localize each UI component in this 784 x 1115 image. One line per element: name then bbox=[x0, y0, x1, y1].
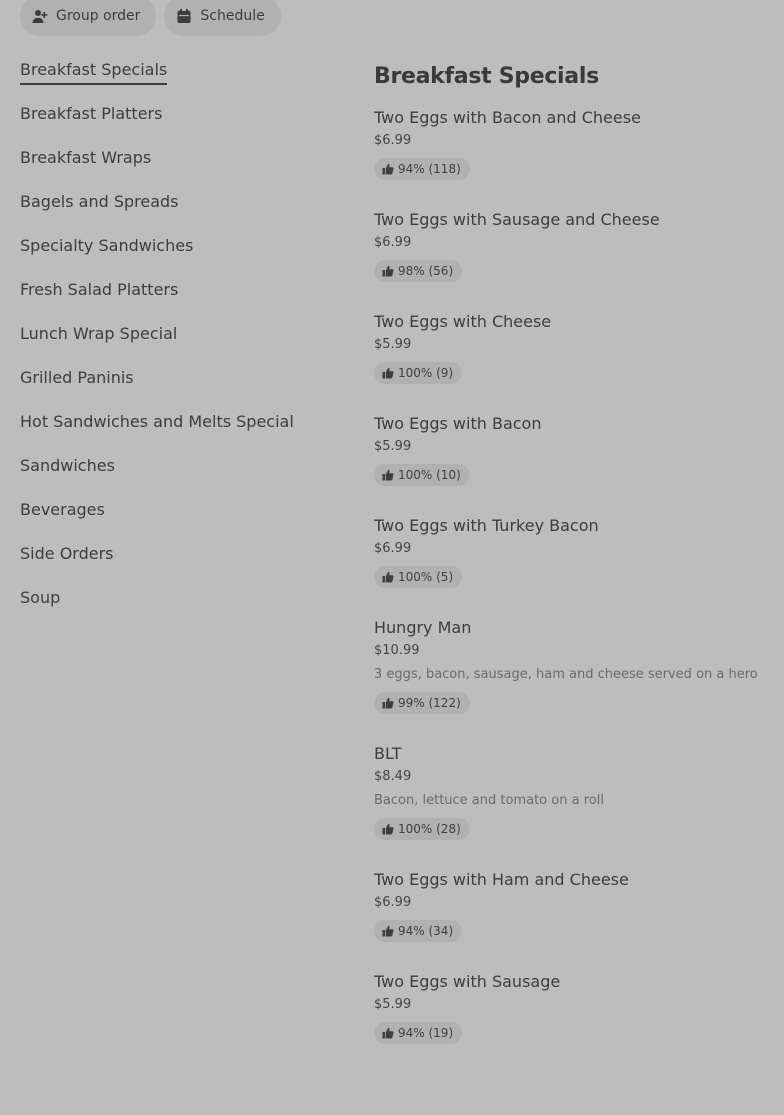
rating-badge bbox=[374, 158, 470, 180]
sidebar-item-label: Breakfast Platters bbox=[20, 104, 163, 123]
thumbs-up-icon bbox=[382, 469, 394, 481]
sidebar-item-label: Lunch Wrap Special bbox=[20, 324, 178, 343]
sidebar-item-label: Beverages bbox=[20, 500, 105, 519]
sidebar-item-label: Specialty Sandwiches bbox=[20, 236, 194, 255]
thumbs-up-icon bbox=[382, 265, 394, 277]
menu-item[interactable] bbox=[374, 516, 774, 588]
category-sidebar bbox=[20, 58, 340, 630]
rating-badge bbox=[374, 464, 470, 486]
item-name: Two Eggs with Sausage and Cheese bbox=[374, 210, 660, 229]
item-price: $10.99 bbox=[374, 643, 420, 658]
thumbs-up-icon bbox=[382, 163, 394, 175]
sidebar-item-specialty-sandwiches[interactable] bbox=[20, 234, 340, 278]
calendar-icon bbox=[176, 8, 192, 24]
sidebar-item-label: Breakfast Specials bbox=[20, 58, 167, 85]
sidebar-item-grilled-paninis[interactable] bbox=[20, 366, 340, 410]
rating-text: 100% (28) bbox=[398, 822, 461, 836]
sidebar-item-label: Soup bbox=[20, 588, 61, 607]
menu-item[interactable] bbox=[374, 312, 774, 384]
menu-item[interactable] bbox=[374, 108, 774, 180]
rating-text: 94% (34) bbox=[398, 924, 454, 938]
schedule-button[interactable] bbox=[164, 0, 280, 36]
group-order-label: Group order bbox=[56, 8, 141, 24]
menu-item[interactable] bbox=[374, 870, 774, 942]
item-name: Two Eggs with Sausage bbox=[374, 972, 561, 991]
rating-text: 99% (122) bbox=[398, 696, 461, 710]
item-price: $6.99 bbox=[374, 541, 412, 556]
rating-text: 100% (9) bbox=[398, 366, 454, 380]
rating-badge bbox=[374, 692, 470, 714]
sidebar-item-soup[interactable] bbox=[20, 586, 340, 630]
rating-text: 94% (118) bbox=[398, 162, 461, 176]
item-price: $8.49 bbox=[374, 769, 412, 784]
menu-item-list bbox=[374, 108, 774, 1044]
menu-section bbox=[374, 60, 774, 1074]
item-name: Hungry Man bbox=[374, 618, 472, 637]
sidebar-item-side-orders[interactable] bbox=[20, 542, 340, 586]
sidebar-item-breakfast-wraps[interactable] bbox=[20, 146, 340, 190]
rating-badge bbox=[374, 920, 462, 942]
item-price: $6.99 bbox=[374, 895, 412, 910]
item-description: Bacon, lettuce and tomato on a roll bbox=[374, 793, 604, 808]
sidebar-item-label: Grilled Paninis bbox=[20, 368, 134, 387]
thumbs-up-icon bbox=[382, 697, 394, 709]
sidebar-item-bagels-and-spreads[interactable] bbox=[20, 190, 340, 234]
item-name: Two Eggs with Turkey Bacon bbox=[374, 516, 599, 535]
sidebar-item-sandwiches[interactable] bbox=[20, 454, 340, 498]
thumbs-up-icon bbox=[382, 1027, 394, 1039]
sidebar-item-breakfast-platters[interactable] bbox=[20, 102, 340, 146]
thumbs-up-icon bbox=[382, 823, 394, 835]
menu-item[interactable] bbox=[374, 414, 774, 486]
rating-text: 100% (5) bbox=[398, 570, 454, 584]
item-price: $6.99 bbox=[374, 235, 412, 250]
item-name: Two Eggs with Cheese bbox=[374, 312, 552, 331]
menu-item[interactable] bbox=[374, 744, 774, 840]
sidebar-item-lunch-wrap-special[interactable] bbox=[20, 322, 340, 366]
item-name: Two Eggs with Ham and Cheese bbox=[374, 870, 629, 889]
item-price: $5.99 bbox=[374, 997, 412, 1012]
rating-badge bbox=[374, 566, 462, 588]
sidebar-item-fresh-salad-platters[interactable] bbox=[20, 278, 340, 322]
rating-badge bbox=[374, 1022, 462, 1044]
sidebar-item-breakfast-specials[interactable] bbox=[20, 58, 340, 102]
thumbs-up-icon bbox=[382, 367, 394, 379]
rating-text: 94% (19) bbox=[398, 1026, 454, 1040]
item-name: Two Eggs with Bacon bbox=[374, 414, 542, 433]
rating-badge bbox=[374, 818, 470, 840]
schedule-label: Schedule bbox=[200, 8, 265, 24]
rating-text: 98% (56) bbox=[398, 264, 454, 278]
sidebar-item-label: Sandwiches bbox=[20, 456, 115, 475]
item-name: Two Eggs with Bacon and Cheese bbox=[374, 108, 641, 127]
sidebar-item-label: Bagels and Spreads bbox=[20, 192, 179, 211]
item-price: $6.99 bbox=[374, 133, 412, 148]
sidebar-item-label: Breakfast Wraps bbox=[20, 148, 152, 167]
add-person-icon bbox=[32, 8, 48, 24]
sidebar-item-hot-sandwiches[interactable] bbox=[20, 410, 340, 454]
item-description: 3 eggs, bacon, sausage, ham and cheese served on a hero bbox=[374, 667, 758, 682]
rating-badge bbox=[374, 362, 462, 384]
sidebar-item-label: Fresh Salad Platters bbox=[20, 280, 179, 299]
menu-item[interactable] bbox=[374, 210, 774, 282]
sidebar-item-label: Side Orders bbox=[20, 544, 114, 563]
group-order-button[interactable] bbox=[20, 0, 156, 36]
top-buttons bbox=[20, 0, 281, 36]
menu-item[interactable] bbox=[374, 972, 774, 1044]
thumbs-up-icon bbox=[382, 925, 394, 937]
menu-item[interactable] bbox=[374, 618, 774, 714]
section-title: Breakfast Specials bbox=[374, 64, 599, 89]
item-name: BLT bbox=[374, 744, 402, 763]
sidebar-item-beverages[interactable] bbox=[20, 498, 340, 542]
item-price: $5.99 bbox=[374, 337, 412, 352]
thumbs-up-icon bbox=[382, 571, 394, 583]
item-price: $5.99 bbox=[374, 439, 412, 454]
sidebar-item-label: Hot Sandwiches and Melts Special bbox=[20, 412, 294, 431]
rating-text: 100% (10) bbox=[398, 468, 461, 482]
rating-badge bbox=[374, 260, 462, 282]
